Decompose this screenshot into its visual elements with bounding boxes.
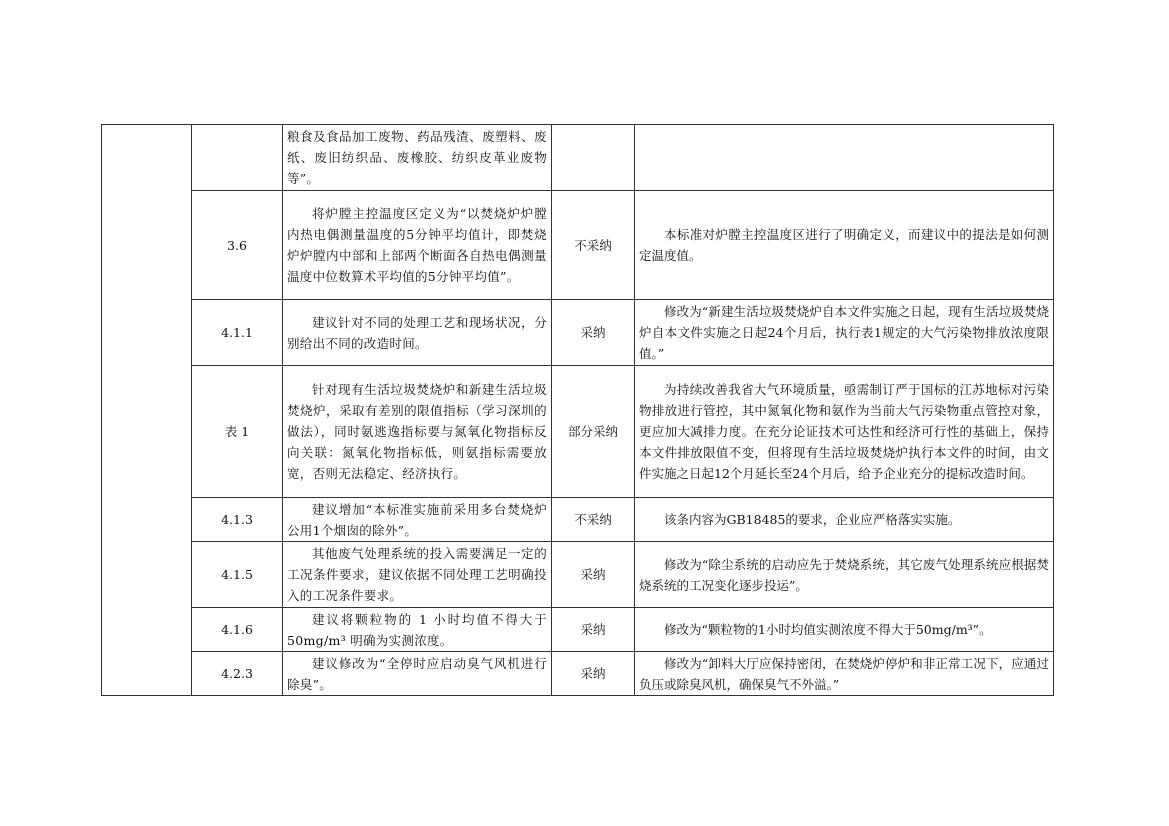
table-row: [102, 300, 1054, 366]
response-cell: 修改为“除尘系统的启动应先于焚烧系统，其它废气处理系统应根据焚烧系统的工况变化逐步投运”。: [635, 542, 1054, 608]
suggestion-cell: 针对现有生活垃圾焚烧炉和新建生活垃圾焚烧炉，采取有差别的限值指标（学习深圳的做法），同时氨逃逸指标要与氮氧化物指标反向关联：氮氧化物指标低，则氨指标需要放宽，否则无法稳定、经济执行。: [283, 366, 552, 498]
response-cell: 该条内容为GB18485的要求，企业应严格落实实施。: [635, 498, 1054, 542]
suggestion-cell: 建议修改为“全停时应启动臭气风机进行除臭”。: [283, 652, 552, 696]
clause-cell: 4.2.3: [192, 652, 283, 696]
decision-cell: [552, 125, 635, 191]
decision-cell: 采纳: [552, 608, 635, 652]
suggestion-cell: 其他废气处理系统的投入需要满足一定的工况条件要求，建议依据不同处理工艺明确投入的工况条件要求。: [283, 542, 552, 608]
table-row: [102, 125, 1054, 191]
comment-response-table: [101, 124, 1054, 696]
response-cell: [635, 125, 1054, 191]
table-row: [102, 542, 1054, 608]
table-row: [102, 498, 1054, 542]
clause-cell: [192, 125, 283, 191]
response-cell: 本标准对炉膛主控温度区进行了明确定义，而建议中的提法是如何测定温度值。: [635, 191, 1054, 300]
suggestion-cell: 建议将颗粒物的 1 小时均值不得大于 50mg/m³ 明确为实测浓度。: [283, 608, 552, 652]
response-cell: 修改为“颗粒物的1小时均值实测浓度不得大于50mg/m³”。: [635, 608, 1054, 652]
clause-cell: 表 1: [192, 366, 283, 498]
decision-cell: 采纳: [552, 542, 635, 608]
decision-cell: 部分采纳: [552, 366, 635, 498]
decision-cell: 不采纳: [552, 498, 635, 542]
suggestion-cell: 建议增加“本标准实施前采用多台焚烧炉公用1个烟囱的除外”。: [283, 498, 552, 542]
clause-cell: 4.1.6: [192, 608, 283, 652]
suggestion-cell: 将炉膛主控温度区定义为“以焚烧炉炉膛内热电偶测量温度的5分钟平均值计，即焚烧炉炉膛内中部和上部两个断面各自热电偶测量温度中位数算术平均值的5分钟平均值”。: [283, 191, 552, 300]
suggestion-cell: 建议针对不同的处理工艺和现场状况，分别给出不同的改造时间。: [283, 300, 552, 366]
table-row: [102, 608, 1054, 652]
decision-cell: 采纳: [552, 300, 635, 366]
clause-cell: 4.1.3: [192, 498, 283, 542]
table-row: [102, 191, 1054, 300]
category-cell: [102, 125, 192, 696]
response-cell: 修改为“卸料大厅应保持密闭，在焚烧炉停炉和非正常工况下，应通过负压或除臭风机，确保臭气不外溢。”: [635, 652, 1054, 696]
decision-cell: 采纳: [552, 652, 635, 696]
table-row: [102, 366, 1054, 498]
clause-cell: 4.1.5: [192, 542, 283, 608]
clause-cell: 3.6: [192, 191, 283, 300]
table-row: [102, 652, 1054, 696]
response-cell: 修改为“新建生活垃圾焚烧炉自本文件实施之日起，现有生活垃圾焚烧炉自本文件实施之日起24个月后，执行表1规定的大气污染物排放浓度限值。”: [635, 300, 1054, 366]
suggestion-cell: 粮食及食品加工废物、药品残渣、废塑料、废纸、废旧纺织品、废橡胶、纺织皮革业废物等”。: [283, 125, 552, 191]
response-cell: 为持续改善我省大气环境质量，亟需制订严于国标的江苏地标对污染物排放进行管控，其中氮氧化物和氨作为当前大气污染物重点管控对象，更应加大减排力度。在充分论证技术可达性和经济可行性的基础上，保持本文件排放限值不变，但将现有生活垃圾焚烧炉执行本文件的时间，由文件实施之日起12个月延长至24个月后，给予企业充分的提标改造时间。: [635, 366, 1054, 498]
clause-cell: 4.1.1: [192, 300, 283, 366]
decision-cell: 不采纳: [552, 191, 635, 300]
